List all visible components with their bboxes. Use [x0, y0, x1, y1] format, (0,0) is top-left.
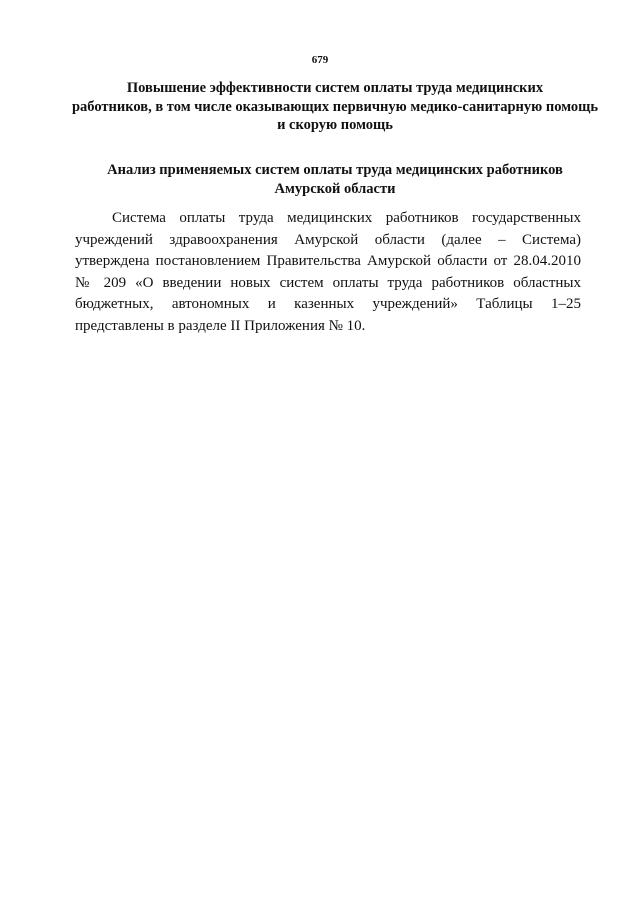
section-title-line-2: Амурской области — [274, 180, 396, 197]
page-number: 679 — [311, 54, 329, 66]
section-title — [70, 161, 600, 198]
main-title-line-2: работников, в том числе оказывающих первичную медико-санитарную помощь — [71, 98, 599, 115]
main-title-line-1: Повышение эффективности систем оплаты труда медицинских — [126, 80, 544, 96]
section-title-line-1: Анализ применяемых систем оплаты труда медицинских работников — [107, 162, 563, 178]
main-title — [70, 79, 600, 135]
main-title-line-3: и скорую помощь — [277, 117, 393, 133]
body-paragraph: Система оплаты труда медицинских работников государственных учреждений здравоохранения Амурской области (далее – Система) утверждена постановлением Правительства Амурской области от 28.04.2010 № 209 «О введении новых систем оплаты труда работников областных бюджетных, автономных и казенных учреждений» Таблицы 1–25 представлены в разделе II Приложения № 10. — [75, 210, 581, 334]
